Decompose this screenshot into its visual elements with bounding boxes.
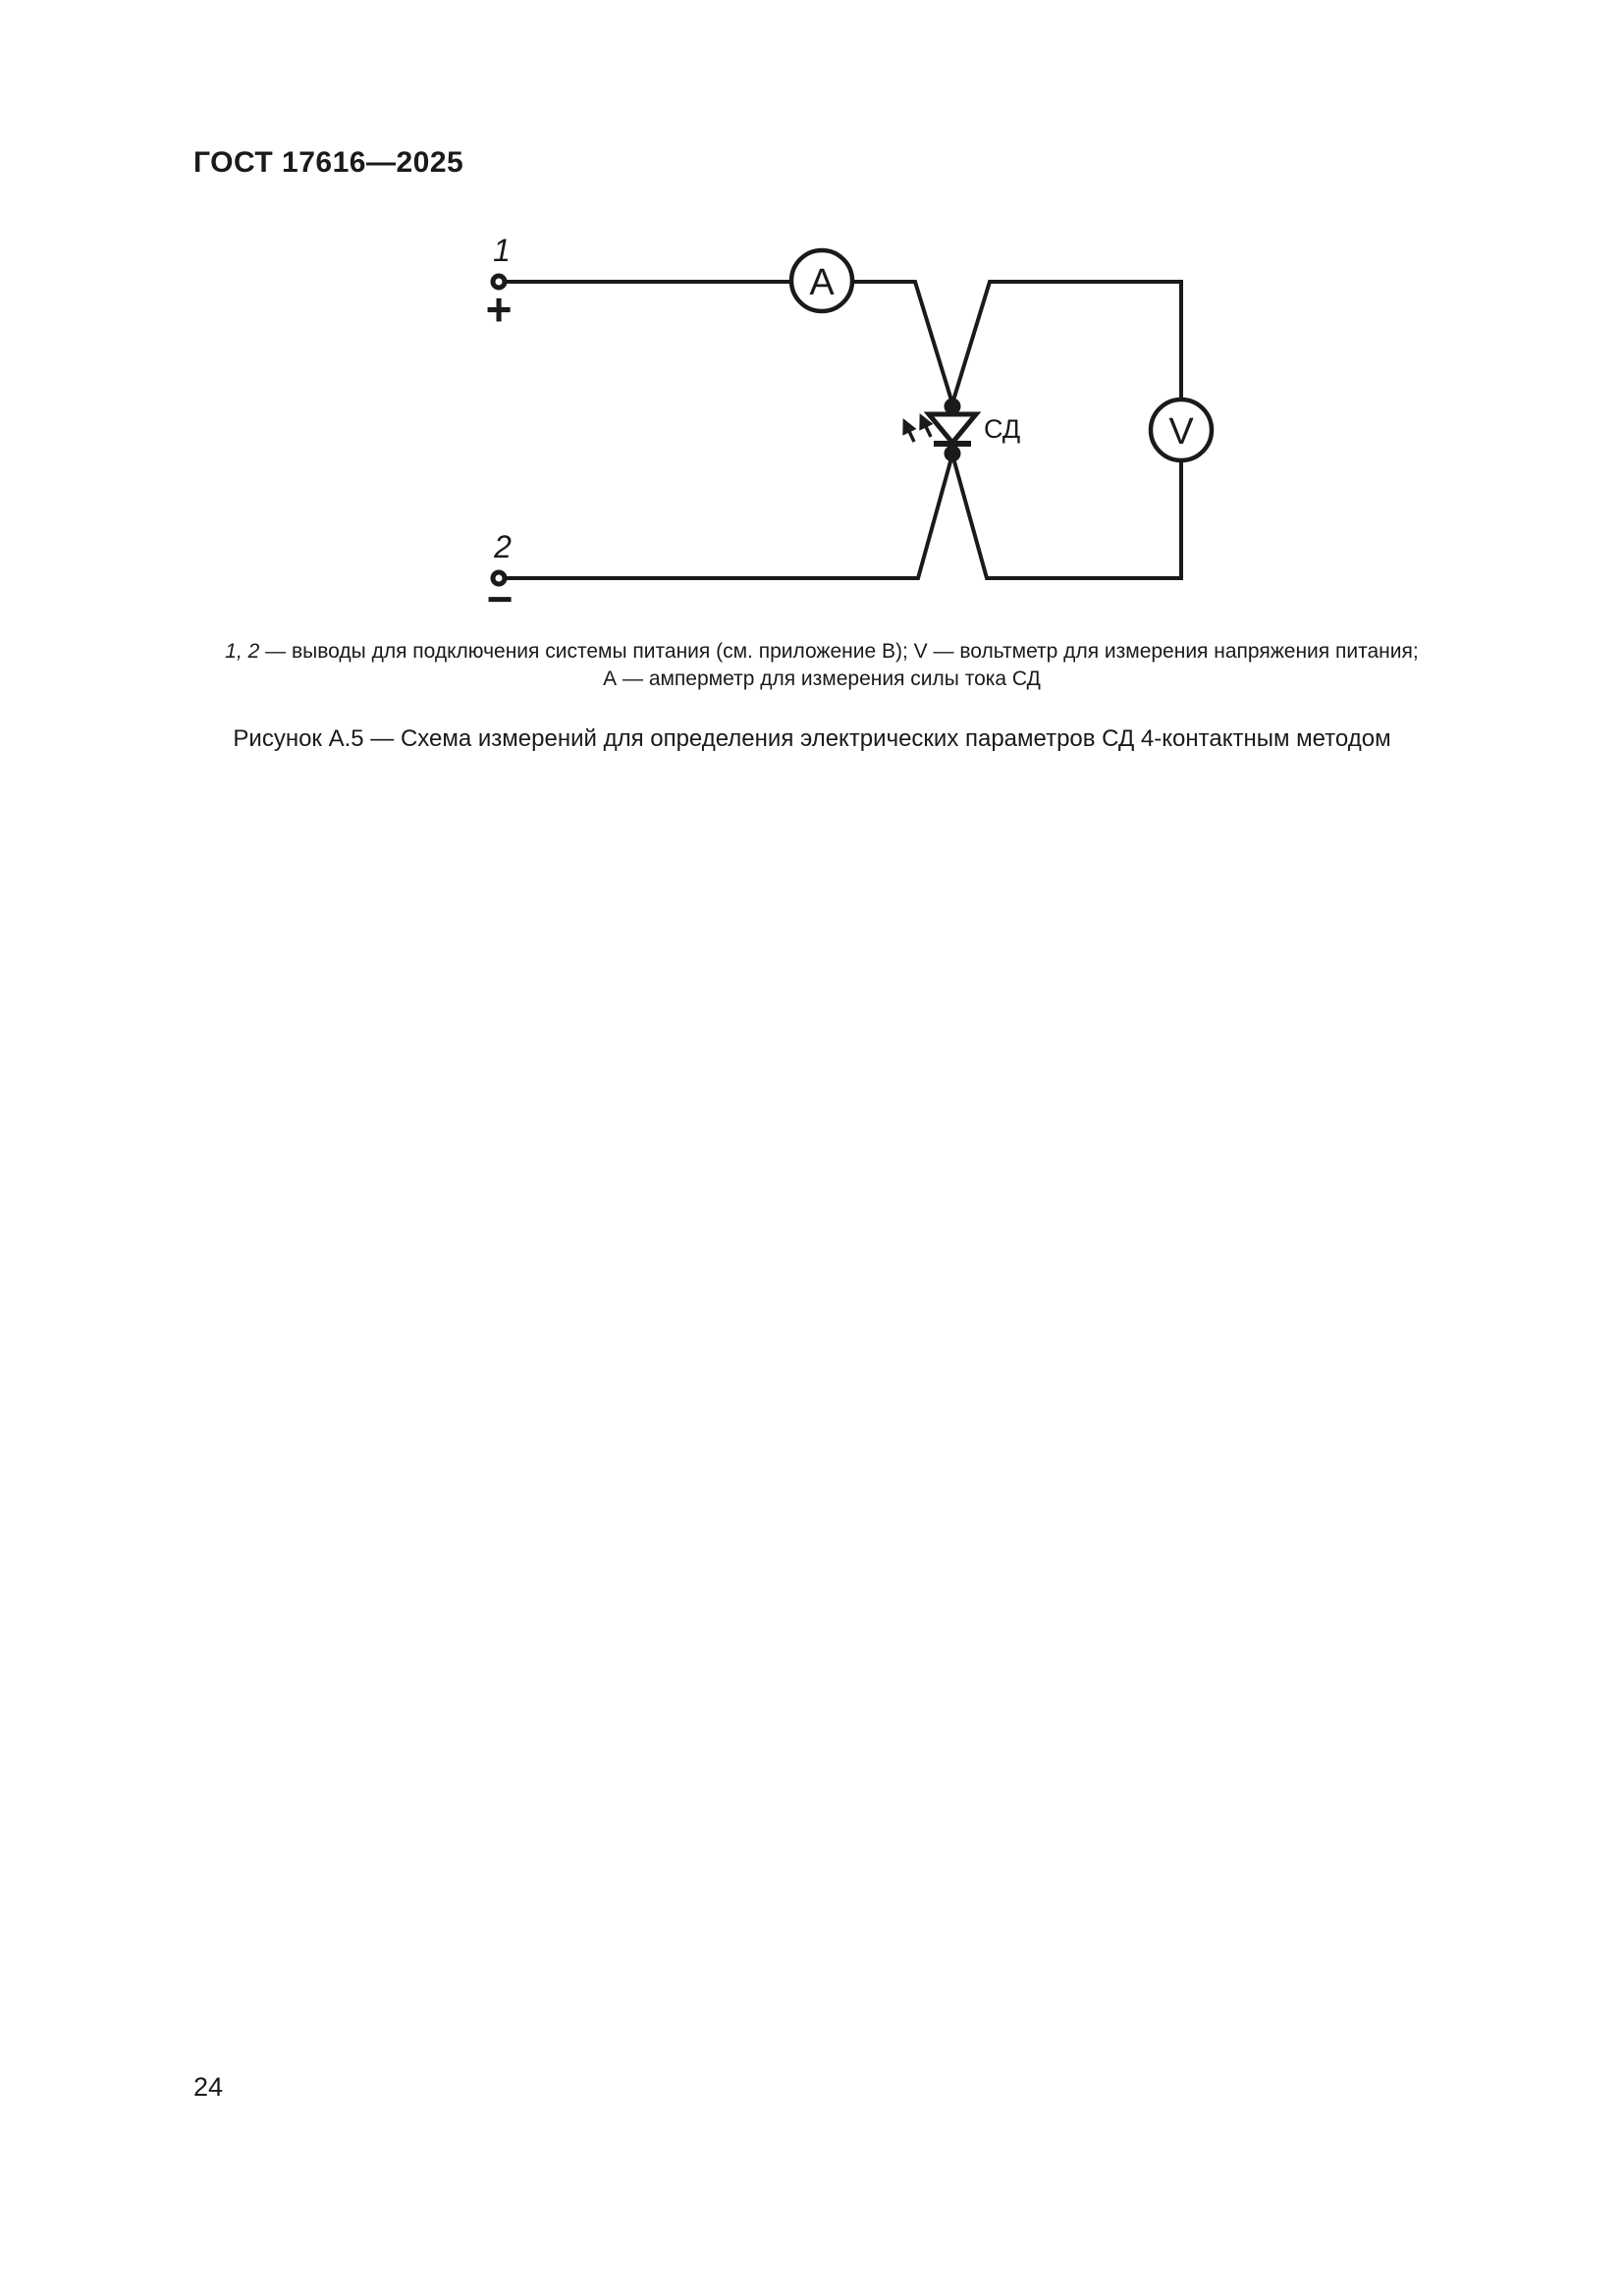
light-emission-arrow xyxy=(921,416,931,437)
led-anode-node xyxy=(945,399,961,415)
minus-symbol: − xyxy=(486,573,514,624)
led-cathode-node xyxy=(945,446,961,462)
voltmeter-letter: V xyxy=(1168,411,1194,453)
terminal-2-label: 2 xyxy=(494,529,512,564)
terminal-1-label: 1 xyxy=(493,233,511,268)
caption-reference-numbers: 1, 2 xyxy=(225,640,260,663)
circuit-diagram xyxy=(0,0,1624,648)
caption-line-2: А — амперметр для измерения силы тока СД xyxy=(603,667,1041,690)
standard-number-header: ГОСТ 17616—2025 xyxy=(193,146,464,179)
caption-line-1-text: — выводы для подключения системы питания (см. приложение В); V — вольтметр для измерения напряжения питания; xyxy=(259,640,1419,663)
wire-current-in xyxy=(507,282,952,403)
figure-title: Рисунок А.5 — Схема измерений для определения электрических параметров СД 4-контактным методом xyxy=(233,725,1391,752)
led-anode-triangle xyxy=(929,414,976,443)
figure-caption xyxy=(39,638,1604,693)
ammeter-letter: A xyxy=(809,262,835,303)
terminal-2 xyxy=(487,529,514,624)
terminal-1 xyxy=(486,233,513,335)
led-label: СД xyxy=(984,414,1021,444)
voltmeter xyxy=(1151,400,1212,460)
circuit-wires xyxy=(507,282,1181,578)
page-number: 24 xyxy=(193,2072,224,2102)
led-symbol xyxy=(904,399,1020,462)
caption-line-1 xyxy=(39,638,1604,666)
ammeter xyxy=(791,250,852,311)
wire-current-return xyxy=(507,454,952,578)
light-emission-arrow xyxy=(904,421,914,442)
plus-symbol: + xyxy=(485,284,513,335)
